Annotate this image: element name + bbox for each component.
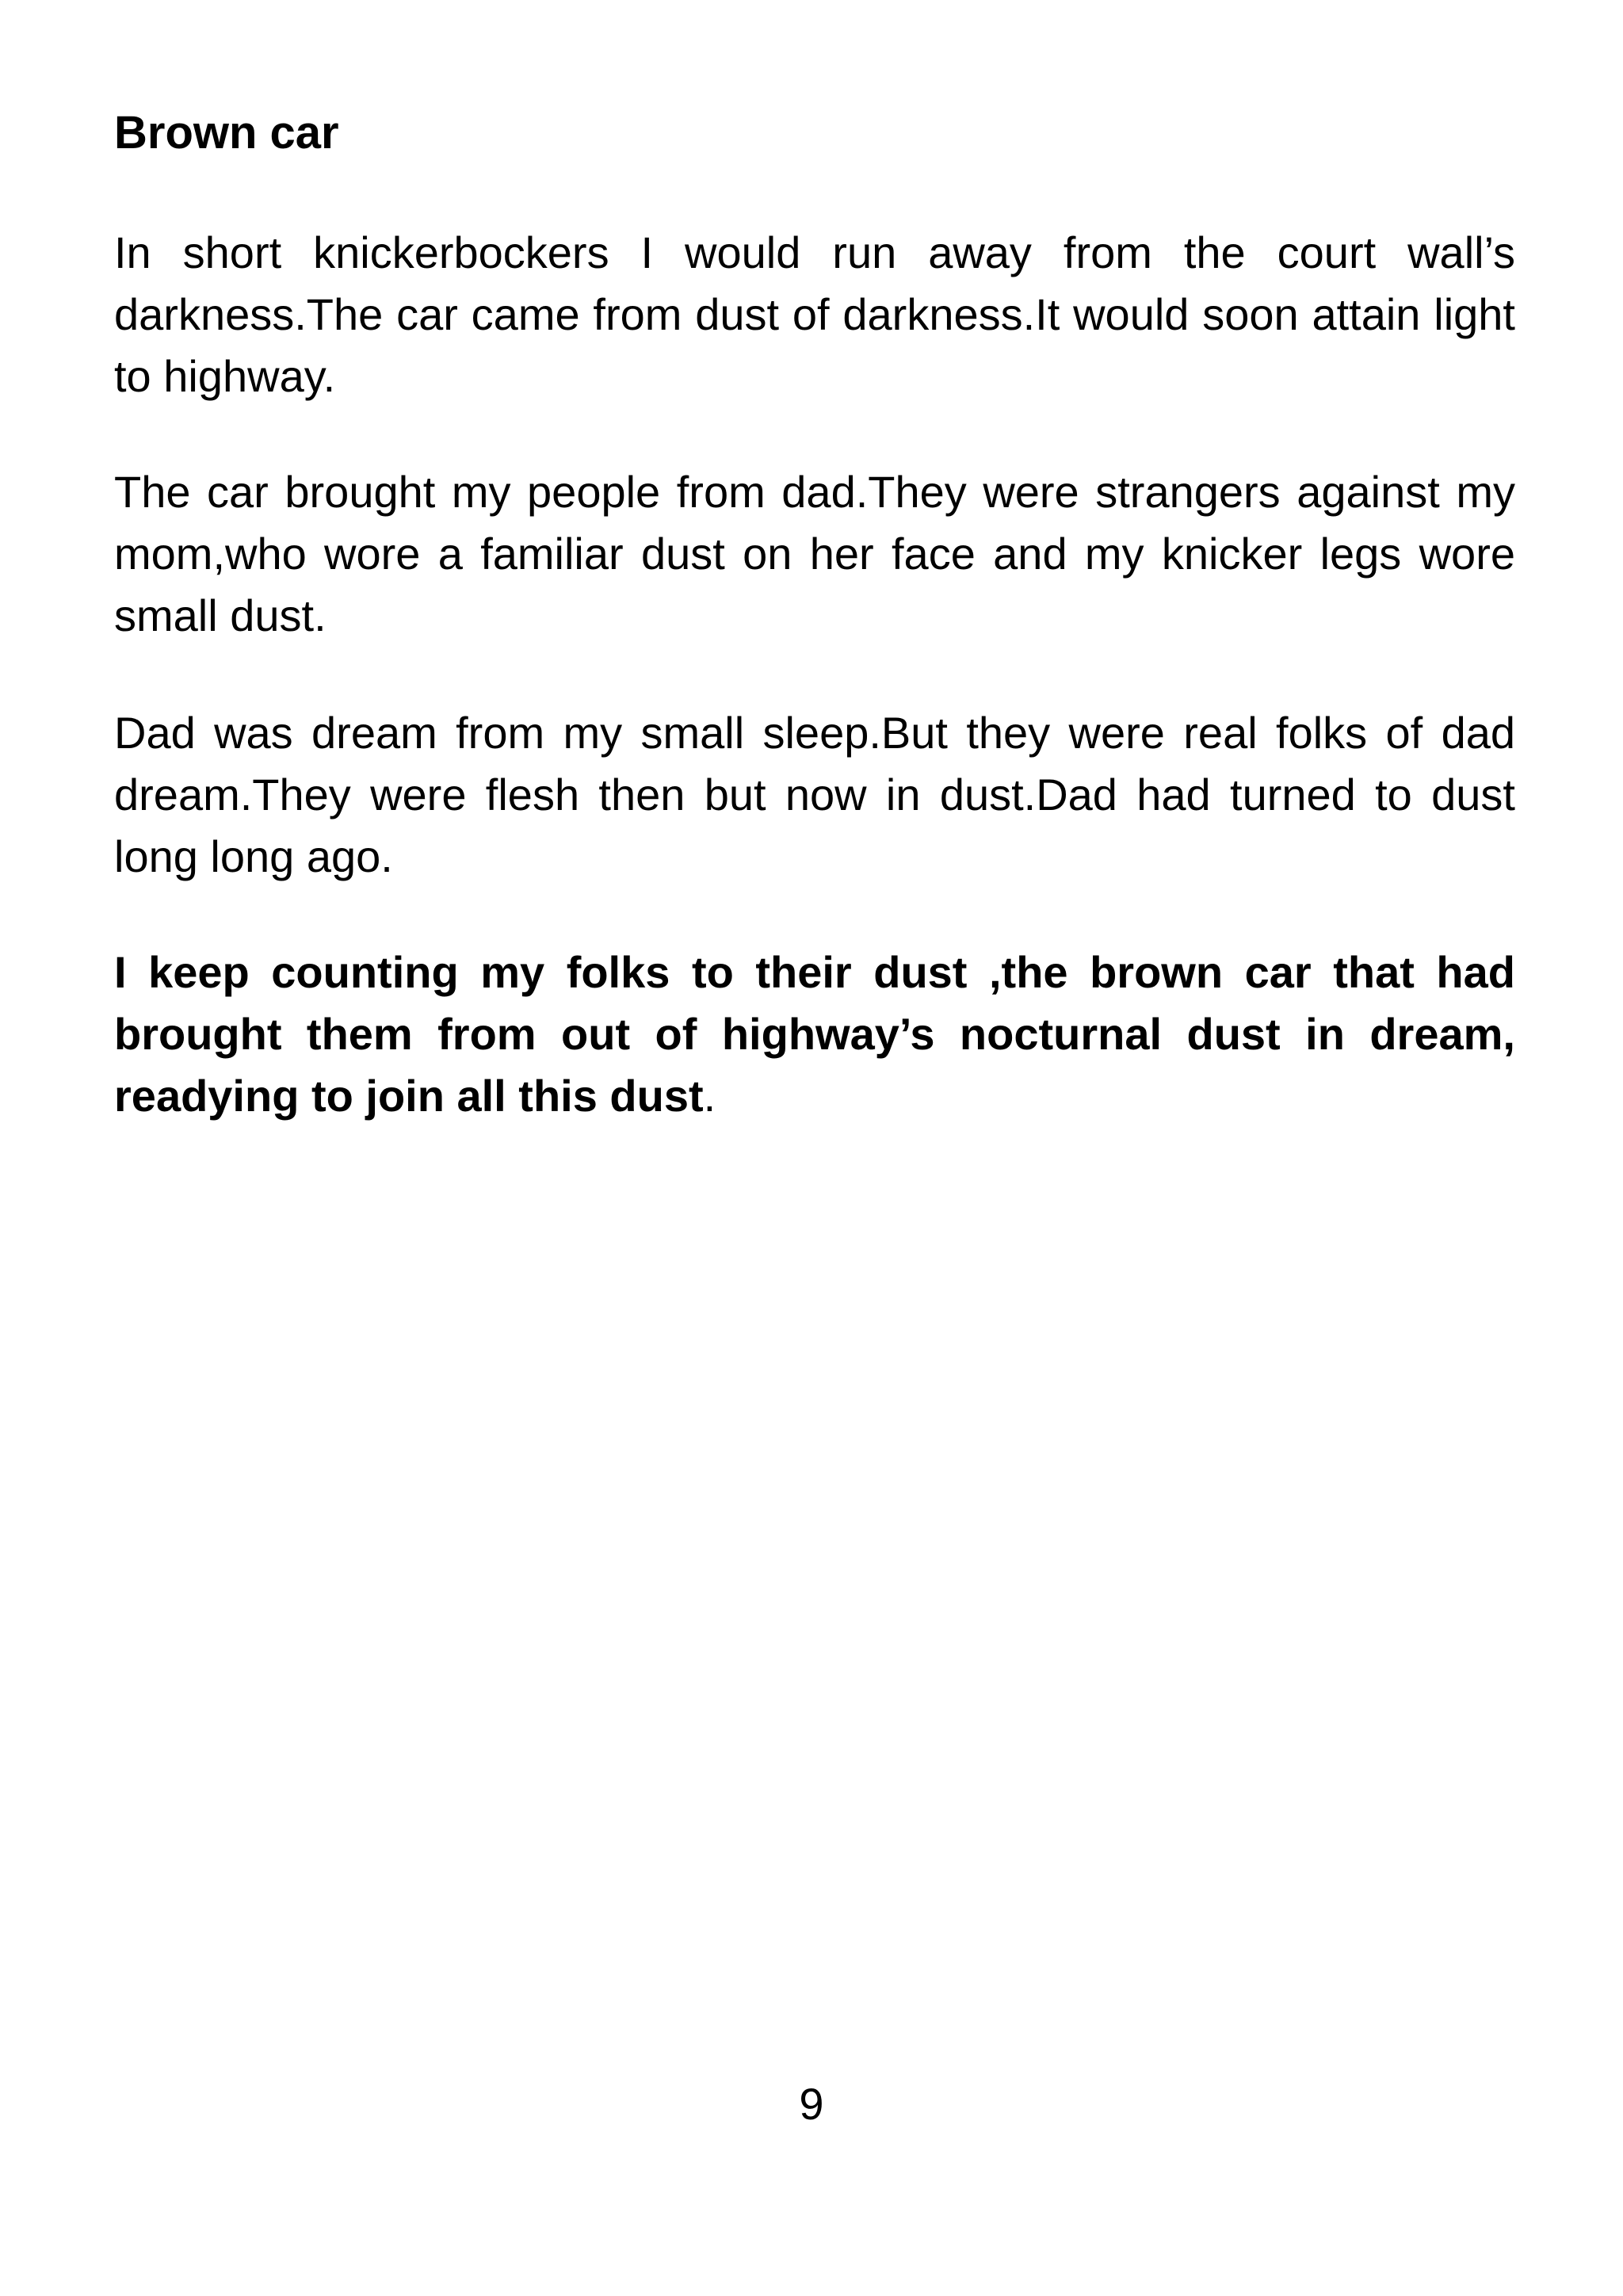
closing-paragraph-bold-text: I keep counting my folks to their dust ,the brown car that had brought them from out of highway’s nocturnal dust in dream, readying to join all this dust <box>114 947 1515 1121</box>
page-number: 9 <box>799 2079 824 2129</box>
page-title: Brown car <box>114 107 339 159</box>
closing-paragraph-period: . <box>703 1071 716 1121</box>
paragraph-2: The car brought my people from dad.They were strangers against my mom,who wore a familiar dust on her face and my knicker legs wore small dust. <box>114 467 1515 640</box>
closing-paragraph <box>114 942 1515 1127</box>
paragraph-1: In short knickerbockers I would run away from the court wall’s darkness.The car came from dust of darkness.It would soon attain light to highway. <box>114 227 1515 401</box>
paragraph-3: Dad was dream from my small sleep.But they were real folks of dad dream.They were flesh then but now in dust.Dad had turned to dust long long ago. <box>114 708 1515 881</box>
page-content <box>114 95 1515 1127</box>
